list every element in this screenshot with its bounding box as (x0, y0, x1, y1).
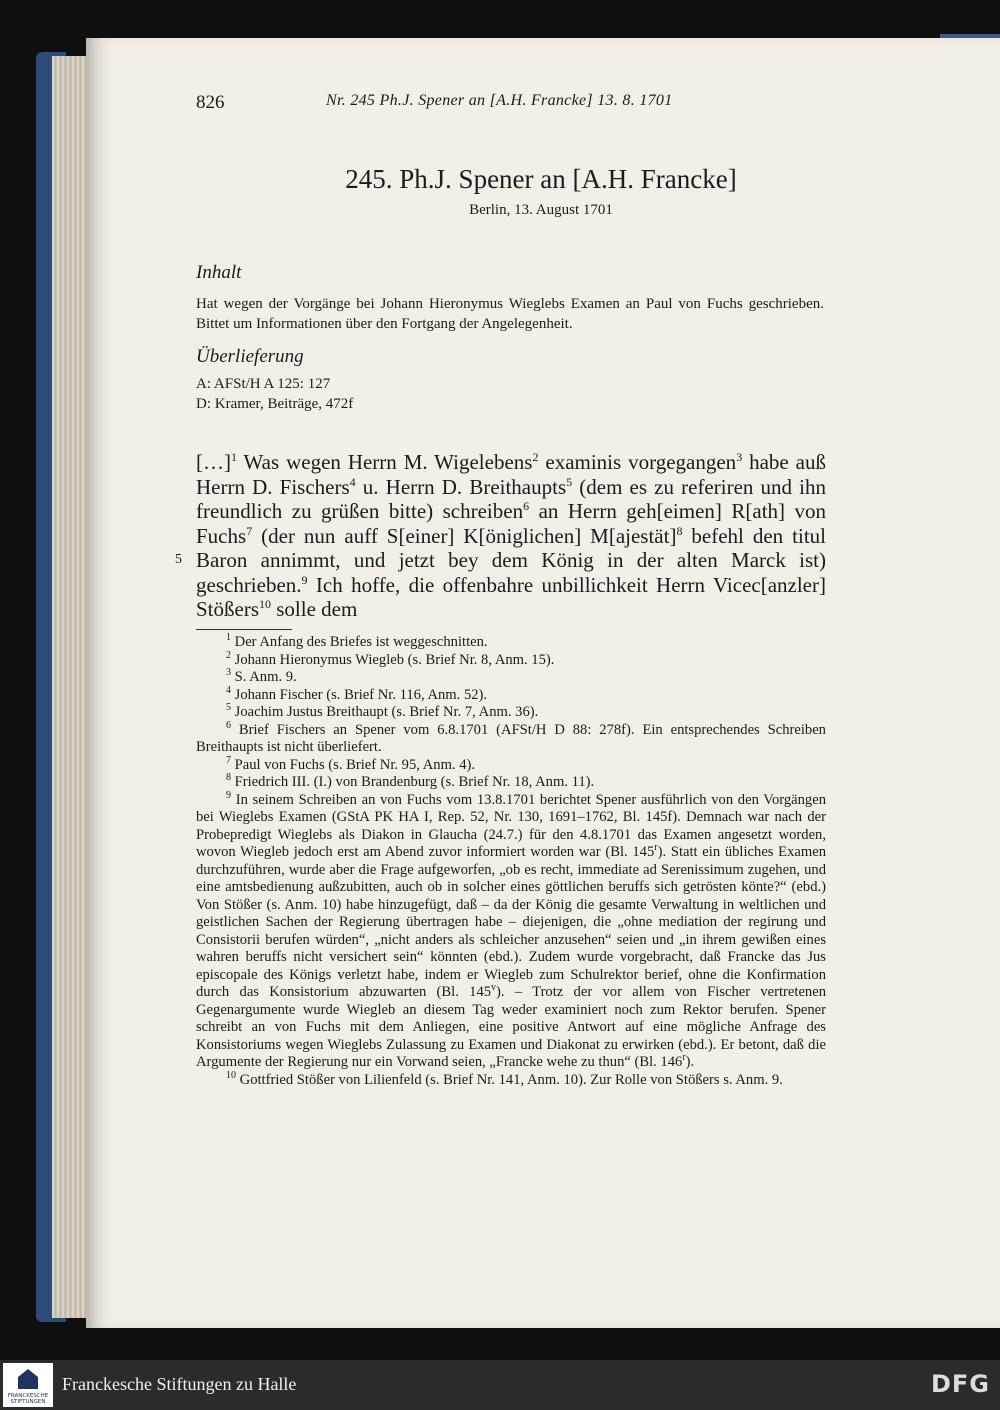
note-reference: r (682, 1052, 686, 1064)
footnote-number: 6 (226, 719, 231, 731)
note-reference: 1 (231, 450, 237, 464)
text-run: Ich hoffe, die offenbahre unbillichkeit Herrn Vicec[anzler] Stößers (196, 572, 826, 621)
text-run: Paul von Fuchs (s. Brief Nr. 95, Anm. 4). (234, 756, 476, 773)
text-run: habe auß Herrn D. Fischers (196, 450, 826, 499)
note-reference: 9 (301, 572, 308, 587)
footnote-number: 4 (226, 684, 231, 696)
footnote (196, 704, 826, 722)
note-reference: 7 (246, 523, 253, 538)
text-run: ). – Trotz der vor allem von Fischer vertretenen Gegenargumente wurde Wiegleb an diesem Tag weder examiniert noch zum Rektor berufen. Spener schreibt an von Fuchs mit dem Anliegen, eine positive Antwort auf eine mögliche Anfrage des Konsistoriums wegen Wieglebs Zulassung zu Examen und Diakonat zu erwirken (ebd.). Er betont, daß die Argumente der Regierung nur ein Vorwand seien, „Francke wehe zu thun“ (Bl. 146 (196, 984, 826, 1070)
inhalt-text: Hat wegen der Vorgänge bei Johann Hieronymus Wieglebs Examen an Paul von Fuchs geschrieben. Bittet um Informationen über den Fortgang der Angelegenheit. (196, 296, 824, 332)
footnote (196, 1069, 826, 1090)
text-run: S. Anm. 9. (234, 669, 297, 685)
text-run: u. Herrn D. Breithaupts (355, 474, 567, 499)
note-reference: v (491, 982, 497, 994)
franckesche-logo[interactable] (3, 1363, 53, 1407)
footer-bar (0, 1360, 1000, 1410)
letter-title: 245. Ph.J. Spener an [A.H. Francke] (345, 164, 737, 194)
text-run: […] (196, 450, 231, 474)
ueberlieferung-lines (196, 374, 824, 414)
dfg-logo[interactable]: DFG (930, 1370, 990, 1398)
footnote-number: 9 (226, 789, 231, 801)
footnote (196, 774, 826, 792)
text-run: Gottfried Stößer von Lilienfeld (s. Brief Nr. 141, Anm. 10). Zur Rolle von Stößers s. Anm. 9. (239, 1071, 783, 1088)
text-run: Brief Fischers an Spener vom 6.8.1701 (AFSt/H D 88: 278f). Ein entsprechendes Schreiben Breithaupts ist nicht überliefert. (196, 721, 826, 755)
footnote-number: 8 (226, 772, 231, 784)
ueberlieferung-heading: Überlieferung (196, 346, 304, 367)
footnote-number: 10 (226, 1069, 236, 1081)
footnote (196, 669, 826, 687)
text-run: Johann Hieronymus Wiegleb (s. Brief Nr. 8, Anm. 15). (234, 651, 555, 668)
text-run: (dem es zu referiren und ihn freundlich zu grüßen bitte) schreiben (196, 474, 826, 523)
note-reference: 8 (676, 523, 683, 538)
note-reference: 6 (523, 499, 530, 513)
footnote-number: 2 (226, 649, 231, 661)
ueberlieferung-line: D: Kramer, Beiträge, 472f (196, 396, 354, 412)
house-icon (18, 1369, 38, 1389)
letter-body (196, 450, 826, 622)
footnote-number: 1 (226, 632, 231, 644)
text-run: ). (685, 1054, 695, 1070)
footnote-number: 7 (226, 754, 231, 766)
note-reference: 4 (349, 474, 356, 489)
footnotes (196, 634, 826, 1089)
inhalt-heading: Inhalt (196, 262, 242, 283)
text-run: In seinem Schreiben an von Fuchs vom 13.8.1701 berichtet Spener ausführlich von den Vorgängen bei Wieglebs Examen (GStA PK HA I, Rep. 52, Nr. 130, 1691–1762, Bl. 145f). Demnach war nach der Probepredigt Wieglebs als Diakon in Glaucha (24.7.) für den 4.8.1701 das Examen angesetzt worden, wovon Wiegleb jedoch erst am Abend zuvor informiert worden war (Bl. 145 (196, 791, 826, 860)
footnote (196, 789, 826, 1072)
note-reference: 3 (736, 450, 743, 464)
footnote (196, 684, 826, 705)
inhalt-section (196, 262, 824, 334)
text-run: Joachim Justus Breithaupt (s. Brief Nr. 7, Anm. 36). (234, 704, 539, 720)
running-title: Nr. 245 Ph.J. Spener an [A.H. Francke] 13. 8. 1701 (326, 92, 673, 109)
footnote (196, 719, 826, 757)
text-run: Johann Fischer (s. Brief Nr. 116, Anm. 52). (234, 686, 488, 703)
letter-place-date: Berlin, 13. August 1701 (469, 202, 613, 218)
text-run: Was wegen Herrn M. Wigelebens (237, 450, 533, 474)
note-reference: 5 (566, 474, 573, 489)
text-run: Der Anfang des Briefes ist weggeschnitten. (234, 634, 488, 650)
footnote-rule (196, 629, 292, 630)
page-number: 826 (196, 92, 225, 113)
text-run: (der nun auff S[einer] K[öniglichen] M[ajestät] (252, 523, 677, 548)
ueberlieferung-section (196, 346, 824, 414)
institution-name[interactable]: Franckesche Stiftungen zu Halle (62, 1374, 297, 1394)
ueberlieferung-line: A: AFSt/H A 125: 127 (196, 376, 331, 392)
text-run: examinis vorgegangen (538, 450, 737, 474)
footnote (196, 754, 826, 775)
footnote (196, 649, 826, 670)
footnote-number: 5 (226, 702, 231, 714)
note-reference: r (654, 842, 658, 854)
note-reference: 10 (259, 597, 271, 611)
line-number: 5 (175, 552, 182, 567)
text-run: befehl den titul Baron annimmt, und jetzt bey dem König in der alten Marck ist) geschrieben. (196, 523, 826, 597)
footnote-number: 3 (226, 667, 231, 679)
text-run: Friedrich III. (I.) von Brandenburg (s. Brief Nr. 18, Anm. 11). (234, 774, 595, 790)
text-run: solle dem (271, 597, 358, 621)
page-edges (52, 56, 88, 1318)
logo-text: FRANCKESCHE STIFTUNGEN (7, 1393, 49, 1405)
footnote (196, 634, 826, 652)
note-reference: 2 (532, 450, 539, 464)
text-run: an Herrn geh[eimen] R[ath] von Fuchs (196, 499, 826, 548)
text-run: ). Statt ein übliches Examen durchzuführen, wurde aber die Frage aufgeworfen, „ob es recht, immediate ad Serenissimum zugehen, und eine amtsbedienung außzubitten, auch ob in solcher eines göttlichen beruffs sich getrösten könte?“ (ebd.) Von Stößer (s. Anm. 10) habe hinzugefügt, daß – da der König die gesamte Verwaltung in weltlichen und geistlichen Sachen der Regierung übertragen habe – diejenigen, die „ohne mediation der regirung und Consistorii berufen würden“, „nicht anders als schleicher anzusehen“ seien und „in ihrem gewißen eines wahren beruffs nicht versichert sein“ könnten (ebd.). Zudem wurde vorgebracht, daß Francke das Jus episcopale des Königs verletzt habe, indem er Wiegleb zum Schulrektor berief, ohne die Konfirmation durch das Konsistorium abzuwarten (Bl. 145 (196, 844, 826, 1000)
